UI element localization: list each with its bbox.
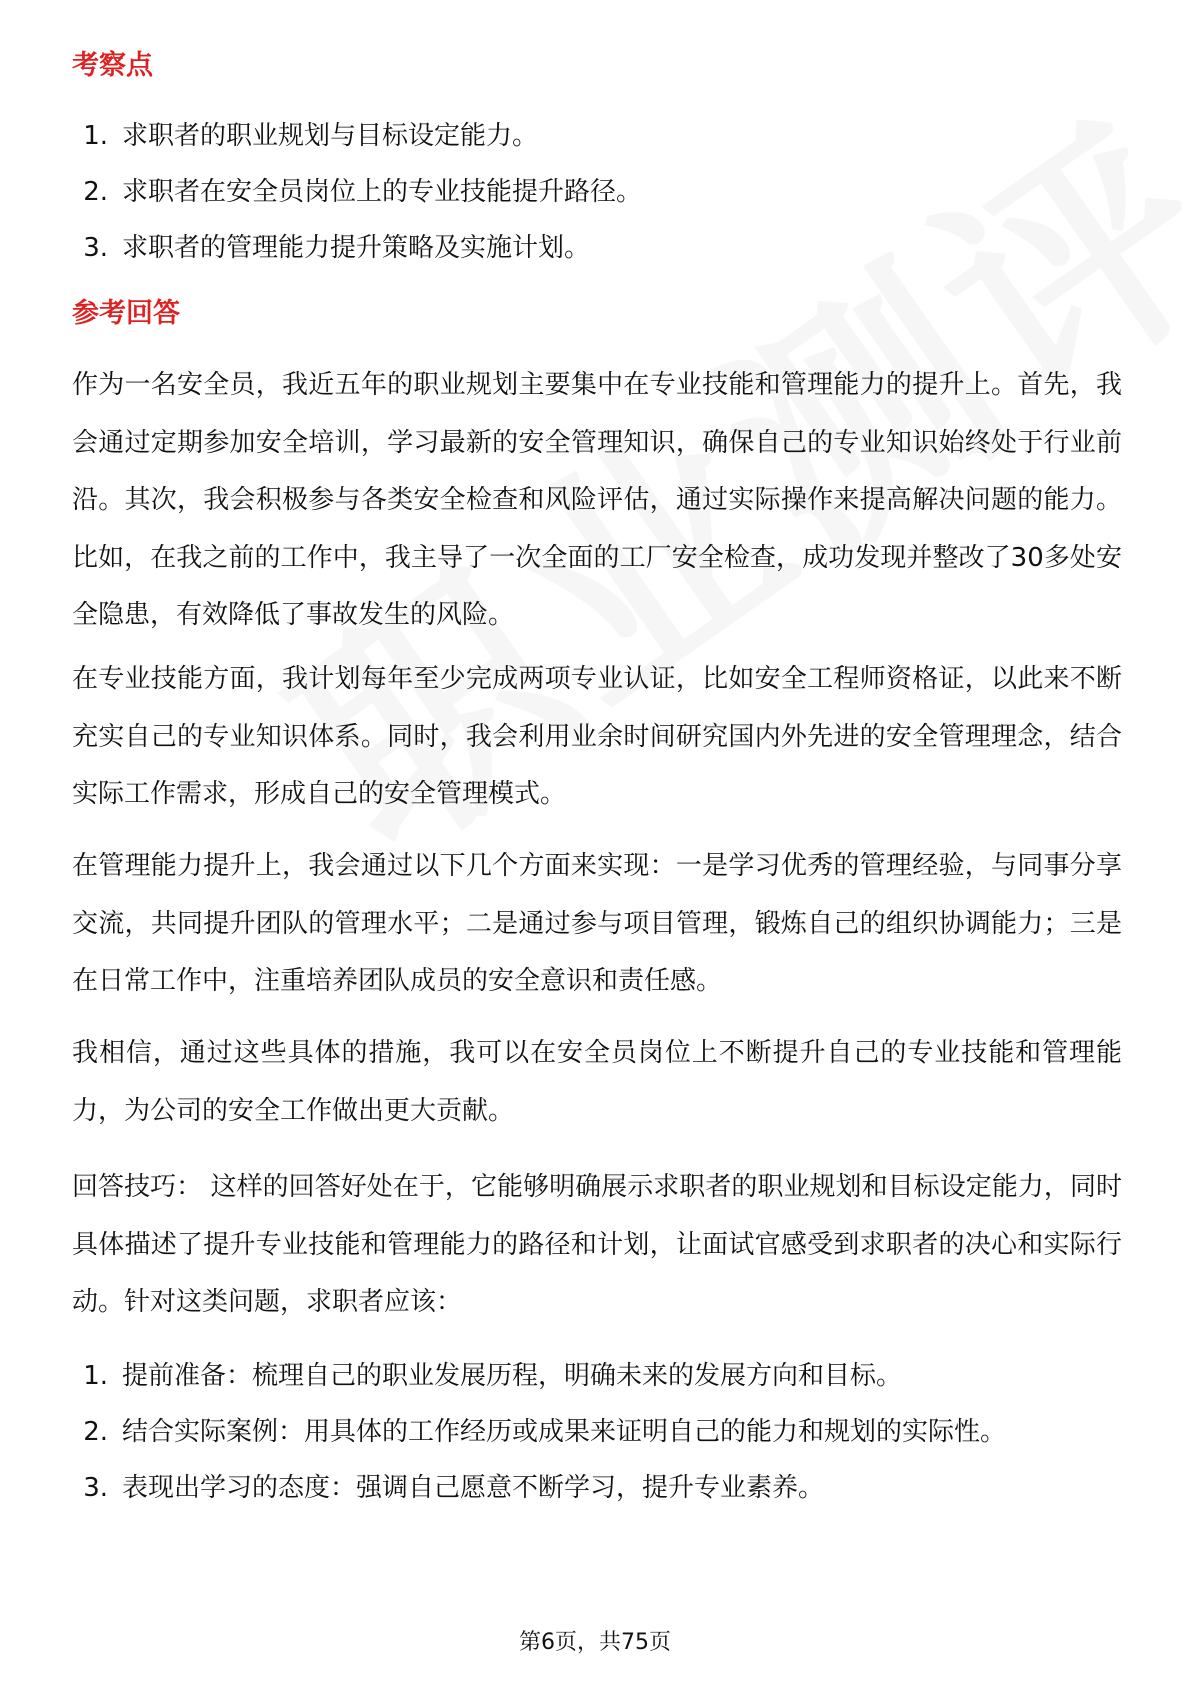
- answer-paragraph-1: 作为一名安全员，我近五年的职业规划主要集中在专业技能和管理能力的提升上。首先，我会通过定期参加安全培训，学习最新的安全管理知识，确保自己的专业知识始终处于行业前沿。其次，我会积极参与各类安全检查和风险评估，通过实际操作来提高解决问题的能力。比如，在我之前的工作中，我主导了一次全面的工厂安全检查，成功发现并整改了30多处安全隐患，有效降低了事故发生的风险。: [72, 370, 1122, 630]
- section-title-exam-points: 考察点: [72, 50, 153, 81]
- answer-paragraph-4: 我相信，通过这些具体的措施，我可以在安全员岗位上不断提升自己的专业技能和管理能力，为公司的安全工作做出更大贡献。: [72, 1038, 1122, 1126]
- answer-tips-paragraph: 回答技巧： 这样的回答好处在于，它能够明确展示求职者的职业规划和目标设定能力，同时具体描述了提升专业技能和管理能力的路径和计划，让面试官感受到求职者的决心和实际行动。针对这类问题，求职者应该：: [72, 1172, 1122, 1317]
- list-item: 2. 求职者在安全员岗位上的专业技能提升路径。: [83, 177, 643, 207]
- section-title-reference-answer: 参考回答: [72, 298, 180, 329]
- list-item: 3. 表现出学习的态度：强调自己愿意不断学习，提升专业素养。: [83, 1473, 825, 1503]
- answer-paragraph-3: 在管理能力提升上，我会通过以下几个方面来实现：一是学习优秀的管理经验，与同事分享交流，共同提升团队的管理水平；二是通过参与项目管理，锻炼自己的组织协调能力；三是在日常工作中，注重培养团队成员的安全意识和责任感。: [72, 851, 1122, 996]
- exam-points-list: [72, 108, 1132, 276]
- tips-list: [72, 1348, 1132, 1516]
- list-item: 1. 求职者的职业规划与目标设定能力。: [83, 121, 539, 151]
- answer-paragraph-2: 在专业技能方面，我计划每年至少完成两项专业认证，比如安全工程师资格证，以此来不断充实自己的专业知识体系。同时，我会利用业余时间研究国内外先进的安全管理理念，结合实际工作需求，形成自己的安全管理模式。: [72, 664, 1122, 809]
- list-item: 1. 提前准备：梳理自己的职业发展历程，明确未来的发展方向和目标。: [83, 1361, 903, 1391]
- list-item: 2. 结合实际案例：用具体的工作经历或成果来证明自己的能力和规划的实际性。: [83, 1417, 1007, 1447]
- list-item: 3. 求职者的管理能力提升策略及实施计划。: [83, 233, 591, 263]
- page-number: 第6页，共75页: [519, 1630, 671, 1655]
